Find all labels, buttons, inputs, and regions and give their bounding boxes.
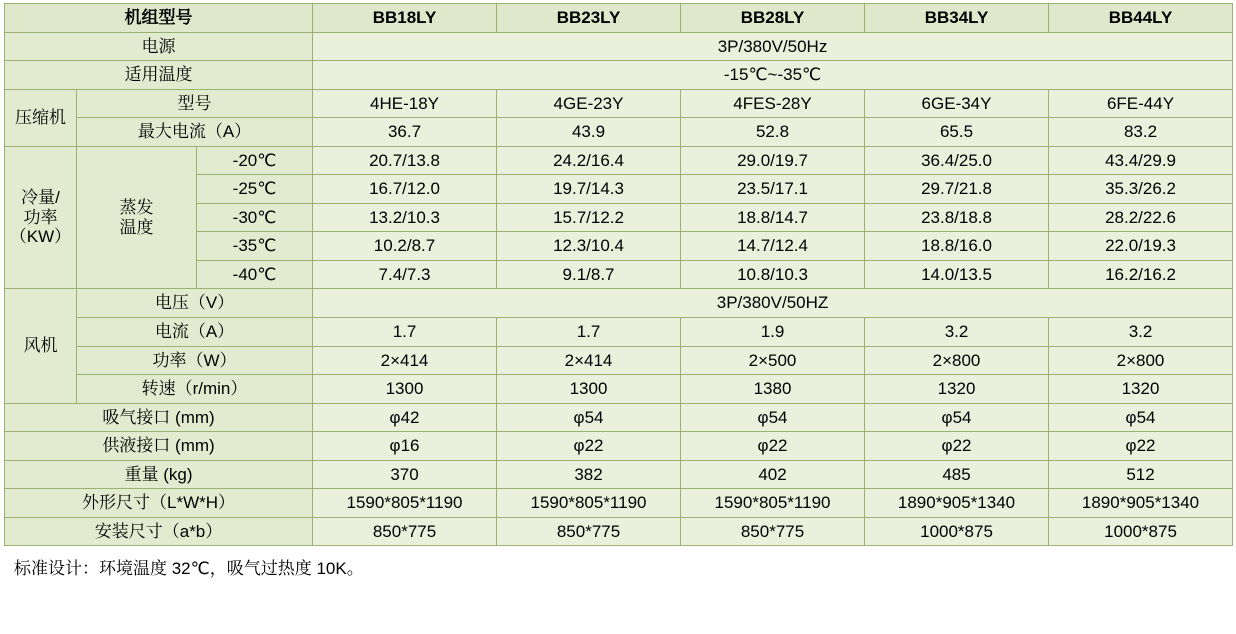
capacity-temp-1: -20℃: [197, 146, 313, 175]
fan-voltage-value: 3P/380V/50HZ: [313, 289, 1233, 318]
mounting-label: 安装尺寸（a*b）: [5, 517, 313, 546]
capacity-r1-c4: 36.4/25.0: [865, 146, 1049, 175]
spec-sheet: [0, 3, 1236, 634]
suction-port-value-5: φ54: [1049, 403, 1233, 432]
fan-speed-label: 转速（r/min）: [77, 375, 313, 404]
compressor-group-label: 压缩机: [5, 89, 77, 146]
capacity-r4-c5: 22.0/19.3: [1049, 232, 1233, 261]
capacity-r4-c2: 12.3/10.4: [497, 232, 681, 261]
compressor-model-value-2: 4GE-23Y: [497, 89, 681, 118]
fan-speed-value-4: 1320: [865, 375, 1049, 404]
capacity-r3-c3: 18.8/14.7: [681, 203, 865, 232]
fan-current-value-4: 3.2: [865, 318, 1049, 347]
fan-current-value-2: 1.7: [497, 318, 681, 347]
mounting-value-3: 850*775: [681, 517, 865, 546]
fan-power-value-1: 2×414: [313, 346, 497, 375]
liquid-port-value-2: φ22: [497, 432, 681, 461]
temp-range-value: -15℃~-35℃: [313, 61, 1233, 90]
fan-power-value-4: 2×800: [865, 346, 1049, 375]
mounting-value-5: 1000*875: [1049, 517, 1233, 546]
capacity-r3-c5: 28.2/22.6: [1049, 203, 1233, 232]
dimensions-value-4: 1890*905*1340: [865, 489, 1049, 518]
liquid-port-value-1: φ16: [313, 432, 497, 461]
capacity-r2-c4: 29.7/21.8: [865, 175, 1049, 204]
mounting-value-2: 850*775: [497, 517, 681, 546]
capacity-r4-c4: 18.8/16.0: [865, 232, 1049, 261]
fan-current-value-3: 1.9: [681, 318, 865, 347]
capacity-r2-c3: 23.5/17.1: [681, 175, 865, 204]
compressor-max-current-value-4: 65.5: [865, 118, 1049, 147]
table-row: [5, 146, 1233, 175]
compressor-max-current-value-3: 52.8: [681, 118, 865, 147]
suction-port-label: 吸气接口 (mm): [5, 403, 313, 432]
capacity-r2-c2: 19.7/14.3: [497, 175, 681, 204]
compressor-max-current-label: 最大电流（A）: [77, 118, 313, 147]
capacity-temp-3: -30℃: [197, 203, 313, 232]
compressor-max-current-value-5: 83.2: [1049, 118, 1233, 147]
compressor-model-label: 型号: [77, 89, 313, 118]
liquid-port-value-4: φ22: [865, 432, 1049, 461]
fan-power-label: 功率（W）: [77, 346, 313, 375]
table-row: [5, 289, 1233, 318]
capacity-r2-c1: 16.7/12.0: [313, 175, 497, 204]
capacity-r1-c1: 20.7/13.8: [313, 146, 497, 175]
suction-port-value-3: φ54: [681, 403, 865, 432]
fan-speed-value-5: 1320: [1049, 375, 1233, 404]
fan-speed-value-3: 1380: [681, 375, 865, 404]
evaporating-temp-label: [77, 146, 197, 289]
table-row: [5, 118, 1233, 147]
compressor-max-current-value-1: 36.7: [313, 118, 497, 147]
dimensions-value-5: 1890*905*1340: [1049, 489, 1233, 518]
mounting-value-4: 1000*875: [865, 517, 1049, 546]
header-model-3: BB28LY: [681, 4, 865, 33]
evaporating-temp-line-2: 温度: [119, 217, 154, 237]
fan-current-value-5: 3.2: [1049, 318, 1233, 347]
capacity-r3-c1: 13.2/10.3: [313, 203, 497, 232]
capacity-label-line-2: 功率: [23, 207, 58, 227]
capacity-r3-c4: 23.8/18.8: [865, 203, 1049, 232]
table-row: [5, 32, 1233, 61]
capacity-r3-c2: 15.7/12.2: [497, 203, 681, 232]
weight-label: 重量 (kg): [5, 460, 313, 489]
capacity-r1-c2: 24.2/16.4: [497, 146, 681, 175]
table-row: [5, 517, 1233, 546]
dimensions-value-2: 1590*805*1190: [497, 489, 681, 518]
dimensions-label: 外形尺寸（L*W*H）: [5, 489, 313, 518]
fan-power-value-3: 2×500: [681, 346, 865, 375]
fan-power-value-2: 2×414: [497, 346, 681, 375]
suction-port-value-4: φ54: [865, 403, 1049, 432]
dimensions-value-3: 1590*805*1190: [681, 489, 865, 518]
footnote: 标准设计：环境温度 32℃，吸气过热度 10K。: [14, 559, 364, 579]
fan-current-value-1: 1.7: [313, 318, 497, 347]
fan-voltage-label: 电压（V）: [77, 289, 313, 318]
capacity-r5-c2: 9.1/8.7: [497, 260, 681, 289]
table-row: [5, 460, 1233, 489]
table-header-row: [5, 4, 1233, 33]
capacity-r4-c1: 10.2/8.7: [313, 232, 497, 261]
specification-table: [4, 3, 1233, 546]
liquid-port-value-3: φ22: [681, 432, 865, 461]
table-row: [5, 61, 1233, 90]
capacity-label-line-3: （KW）: [9, 227, 72, 247]
header-model-4: BB34LY: [865, 4, 1049, 33]
compressor-model-value-1: 4HE-18Y: [313, 89, 497, 118]
fan-current-label: 电流（A）: [77, 318, 313, 347]
table-row: [5, 403, 1233, 432]
table-row: [5, 432, 1233, 461]
power-supply-value: 3P/380V/50Hz: [313, 32, 1233, 61]
weight-value-1: 370: [313, 460, 497, 489]
suction-port-value-1: φ42: [313, 403, 497, 432]
capacity-r2-c5: 35.3/26.2: [1049, 175, 1233, 204]
fan-group-label: 风机: [5, 289, 77, 403]
capacity-r5-c1: 7.4/7.3: [313, 260, 497, 289]
evaporating-temp-line-1: 蒸发: [119, 198, 154, 218]
capacity-r4-c3: 14.7/12.4: [681, 232, 865, 261]
table-row: [5, 489, 1233, 518]
compressor-max-current-value-2: 43.9: [497, 118, 681, 147]
liquid-port-label: 供液接口 (mm): [5, 432, 313, 461]
mounting-value-1: 850*775: [313, 517, 497, 546]
fan-speed-value-1: 1300: [313, 375, 497, 404]
table-row: [5, 318, 1233, 347]
capacity-group-label: [5, 146, 77, 289]
suction-port-value-2: φ54: [497, 403, 681, 432]
table-row: [5, 346, 1233, 375]
header-model-5: BB44LY: [1049, 4, 1233, 33]
header-row-label: 机组型号: [5, 4, 313, 33]
weight-value-2: 382: [497, 460, 681, 489]
table-row: [5, 375, 1233, 404]
capacity-r1-c5: 43.4/29.9: [1049, 146, 1233, 175]
liquid-port-value-5: φ22: [1049, 432, 1233, 461]
weight-value-3: 402: [681, 460, 865, 489]
compressor-model-value-5: 6FE-44Y: [1049, 89, 1233, 118]
weight-value-5: 512: [1049, 460, 1233, 489]
capacity-r5-c5: 16.2/16.2: [1049, 260, 1233, 289]
capacity-temp-4: -35℃: [197, 232, 313, 261]
fan-speed-value-2: 1300: [497, 375, 681, 404]
dimensions-value-1: 1590*805*1190: [313, 489, 497, 518]
capacity-r1-c3: 29.0/19.7: [681, 146, 865, 175]
temp-range-label: 适用温度: [5, 61, 313, 90]
capacity-r5-c4: 14.0/13.5: [865, 260, 1049, 289]
header-model-2: BB23LY: [497, 4, 681, 33]
weight-value-4: 485: [865, 460, 1049, 489]
fan-power-value-5: 2×800: [1049, 346, 1233, 375]
table-row: [5, 89, 1233, 118]
power-supply-label: 电源: [5, 32, 313, 61]
capacity-label-line-1: 冷量/: [21, 188, 60, 208]
compressor-model-value-4: 6GE-34Y: [865, 89, 1049, 118]
compressor-model-value-3: 4FES-28Y: [681, 89, 865, 118]
capacity-temp-2: -25℃: [197, 175, 313, 204]
header-model-1: BB18LY: [313, 4, 497, 33]
capacity-r5-c3: 10.8/10.3: [681, 260, 865, 289]
capacity-temp-5: -40℃: [197, 260, 313, 289]
